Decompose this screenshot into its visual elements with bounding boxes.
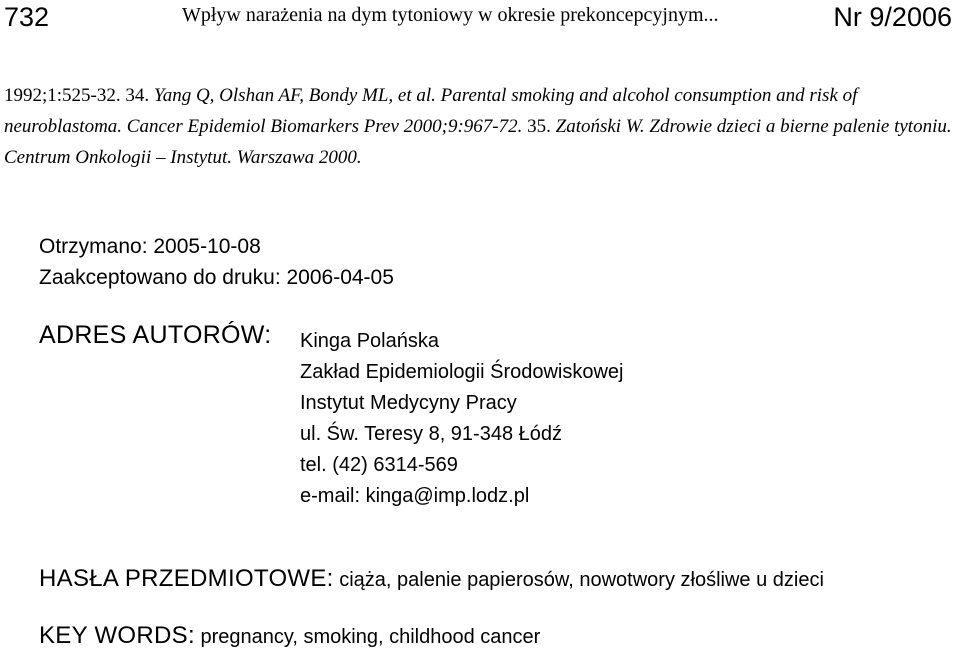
reference-34-text: Yang Q, Olshan AF, Bondy ML, et al. Parental smoking and alcohol consumption and risk of neuroblastoma. Cancer Epidemiol Biomarkers Prev 2000;9:967-72.	[4, 85, 858, 137]
page-number: 732	[4, 2, 50, 32]
author-name: Kinga Polańska	[300, 330, 439, 352]
reference-34-number: 34.	[125, 85, 150, 106]
keywords-english-text: pregnancy, smoking, childhood cancer	[200, 626, 541, 648]
keywords-polish	[39, 565, 824, 593]
reference-35-number: 35.	[527, 116, 551, 137]
reference-list	[4, 80, 956, 173]
publication-dates	[39, 231, 394, 293]
issue-number: Nr 9/2006	[833, 2, 952, 32]
email: e-mail: kinga@imp.lodz.pl	[300, 485, 530, 507]
reference-33-tail: 1992;1:525-32.	[4, 85, 121, 106]
keywords-english-label: KEY WORDS:	[39, 622, 195, 649]
reference-35-text: Zatoński W. Zdrowie dzieci a bierne palenie tytoniu. Centrum Onkologii – Instytut. Warszawa 2000.	[4, 116, 952, 168]
running-title: Wpływ narażenia na dym tytoniowy w okresie prekoncepcyjnym...	[182, 4, 719, 26]
address-label: ADRES AUTORÓW:	[39, 321, 272, 349]
institute: Instytut Medycyny Pracy	[300, 392, 517, 414]
street-address: ul. Św. Teresy 8, 91-348 Łódź	[300, 423, 563, 445]
keywords-polish-label: HASŁA PRZEDMIOTOWE:	[39, 565, 334, 592]
received-date: Otrzymano: 2005-10-08	[39, 235, 261, 258]
keywords-english	[39, 622, 540, 650]
keywords-polish-text: ciąża, palenie papierosów, nowotwory złośliwe u dzieci	[339, 569, 824, 591]
department: Zakład Epidemiologii Środowiskowej	[300, 361, 624, 383]
address-block	[300, 326, 624, 512]
telephone: tel. (42) 6314-569	[300, 454, 458, 476]
accepted-date: Zaakceptowano do druku: 2006-04-05	[39, 266, 394, 289]
